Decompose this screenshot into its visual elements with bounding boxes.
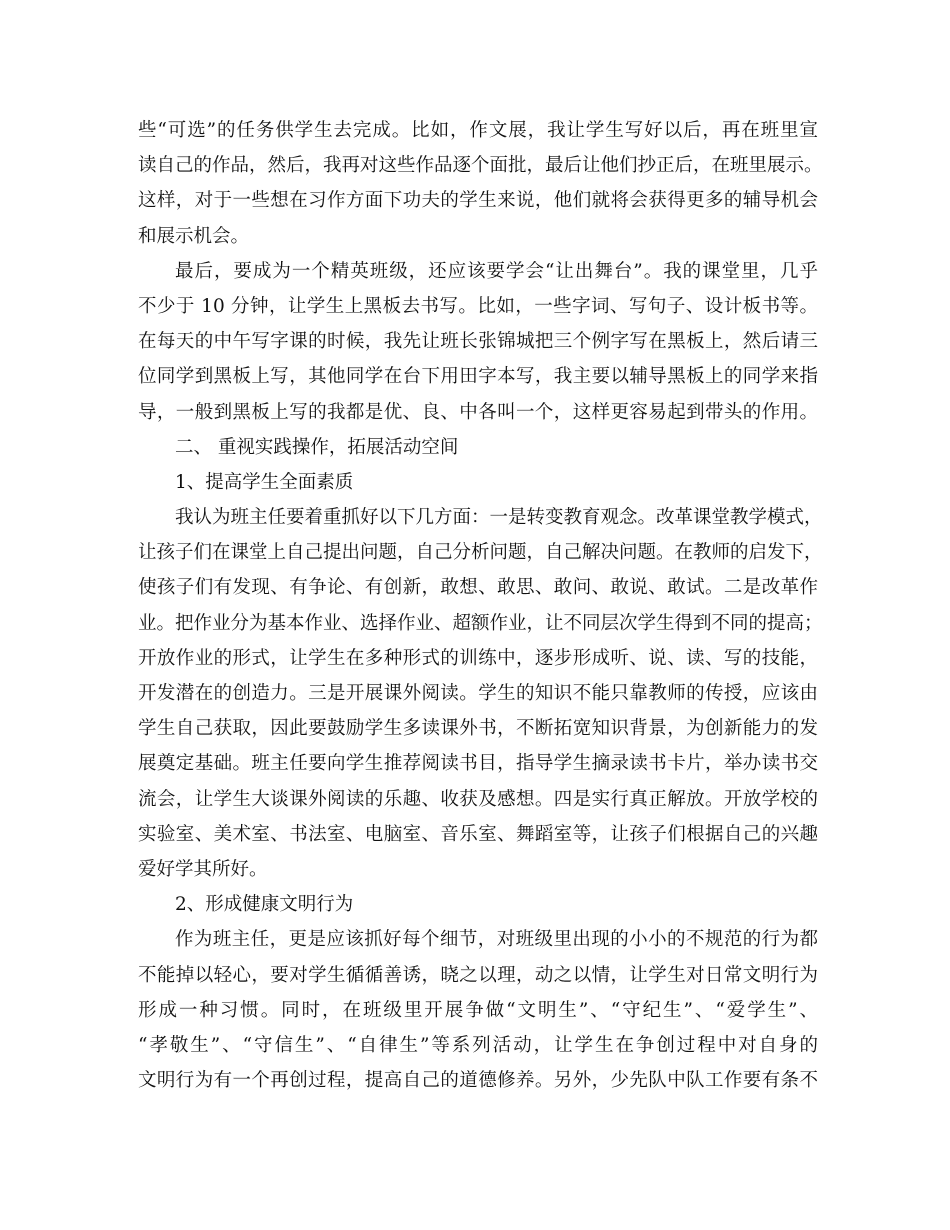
text-line: 展奠定基础。班主任要向学生推荐阅读书目，指导学生摘录读书卡片，举办读书交	[138, 753, 818, 775]
text-line: 让孩子们在课堂上自己提出问题，自己分析问题，自己解决问题。在教师的启发下，	[138, 542, 823, 564]
paragraph-first-line: 作为班主任，更是应该抓好每个细节，对班级里出现的小小的不规范的行为都	[175, 929, 818, 951]
text-line: 些“可选”的任务供学生去完成。比如，作文展，我让学生写好以后，再在班里宣	[138, 120, 818, 141]
text-line: 在每天的中午写字课的时候，我先让班长张锦城把三个例字写在黑板上，然后请三	[138, 331, 818, 353]
text-line: 位同学到黑板上写，其他同学在台下用田字本写，我主要以辅导黑板上的同学来指	[138, 366, 818, 388]
paragraph-last-line: 和展示机会。	[138, 225, 250, 247]
text-line: 这样，对于一些想在习作方面下功夫的学生来说，他们就将会获得更多的辅导机会	[138, 190, 818, 212]
text-line: 业。把作业分为基本作业、选择作业、超额作业，让不同层次学生得到不同的提高；	[138, 612, 823, 634]
text-line: “孝敬生”、“守信生”、“自律生”等系列活动，让学生在争创过程中对自身的	[138, 1034, 818, 1056]
text-line: 使孩子们有发现、有争论、有创新，敢想、敢思、敢问、敢说、敢试。二是改革作	[138, 577, 818, 599]
paragraph-first-line: 我认为班主任要着重抓好以下几方面：一是转变教育观念。改革课堂教学模式，	[175, 507, 823, 529]
text-line: 开放作业的形式，让学生在多种形式的训练中，逐步形成听、说、读、写的技能，	[138, 647, 818, 669]
document-body	[138, 113, 823, 1098]
text-line: 开发潜在的创造力。三是开展课外阅读。学生的知识不能只靠教师的传授，应该由	[138, 683, 818, 704]
text-line: 形成一种习惯。同时，在班级里开展争做“文明生”、“守纪生”、“爱学生”、	[138, 999, 818, 1021]
text-line: 不少于 10 分钟，让学生上黑板去书写。比如，一些字词、写句子、设计板书等。	[138, 295, 818, 317]
section-heading: 二、 重视实践操作，拓展活动空间	[175, 436, 459, 458]
text-line: 读自己的作品，然后，我再对这些作品逐个面批，最后让他们抄正后，在班里展示。	[138, 155, 823, 177]
text-line: 实验室、美术室、书法室、电脑室、音乐室、舞蹈室等，让孩子们根据自己的兴趣	[138, 823, 818, 845]
text-line: 流会，让学生大谈课外阅读的乐趣、收获及感想。四是实行真正解放。开放学校的	[138, 788, 818, 810]
section-heading: 1、提高学生全面素质	[175, 471, 354, 493]
text-line: 学生自己获取，因此要鼓励学生多读课外书，不断拓宽知识背景，为创新能力的发	[138, 718, 818, 740]
paragraph-first-line: 最后，要成为一个精英班级，还应该要学会“让出舞台”。我的课堂里，几乎	[175, 260, 818, 282]
text-line: 不能掉以轻心，要对学生循循善诱，晓之以理，动之以情，让学生对日常文明行为	[138, 964, 818, 986]
section-heading: 2、形成健康文明行为	[175, 894, 354, 916]
paragraph-last-line: 爱好学其所好。	[138, 858, 268, 880]
text-line: 导，一般到黑板上写的我都是优、良、中各叫一个，这样更容易起到带头的作用。	[138, 401, 818, 423]
text-line: 文明行为有一个再创过程，提高自己的道德修养。另外，少先队中队工作要有条不	[138, 1070, 818, 1092]
